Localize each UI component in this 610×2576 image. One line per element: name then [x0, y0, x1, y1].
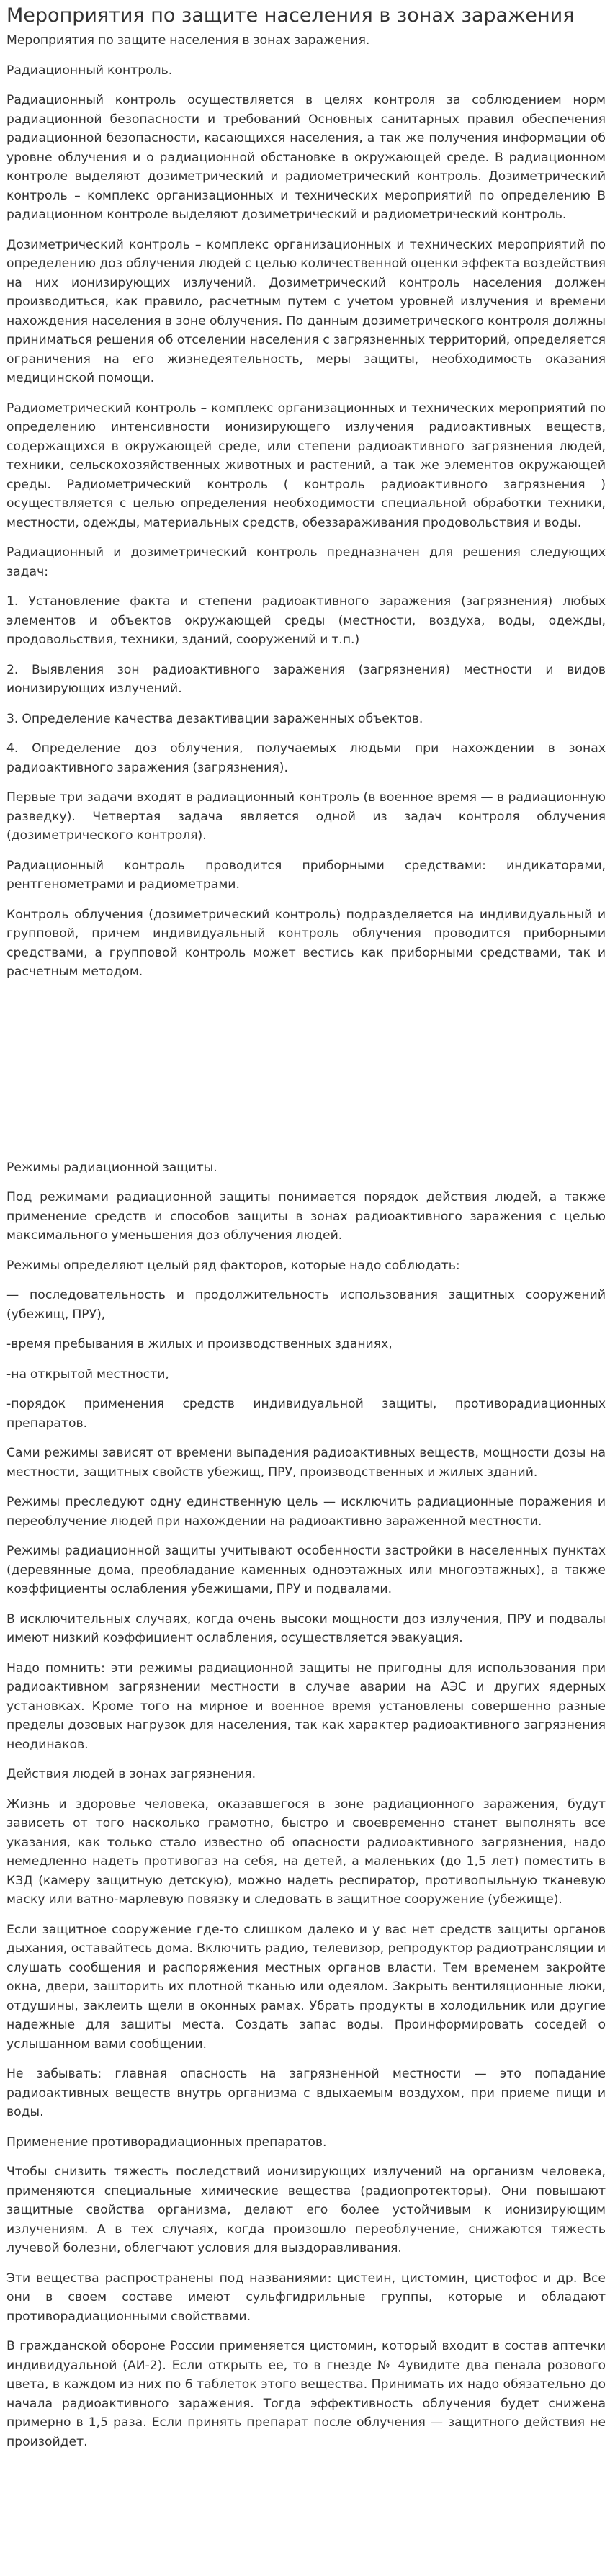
section-heading: Режимы радиационной защиты.	[6, 1160, 217, 1175]
paragraph: В исключительных случаях, когда очень высоки мощности доз излучения, ПРУ и подвалы имеют низкий коэффициент ослабления, осуществляется эвакуация.	[6, 1611, 606, 1645]
paragraph: Если защитное сооружение где-то слишком далеко и у вас нет средств защиты органов дыхания, оставайтесь дома. Включить радио, телевизор, репродуктор радиотрансляции и слушать сообщения и распоряжения местных органов власти. Тем временем закройте окна, двери, зашторить их плотной тканью или одеялом. Закрыть вентиляционные люки, отдушины, заклеить щели в оконных рамах. Убрать продукты в холодильник или другие надежные для защиты места. Создать запас воды. Проинформировать соседей о услышанном вами сообщении.	[6, 1922, 606, 2052]
list-item: 2. Выявления зон радиоактивного заражения (загрязнения) местности и видов ионизирующих излучений.	[6, 662, 606, 696]
section-heading: Действия людей в зонах загрязнения.	[6, 1767, 256, 1781]
paragraph: Радиационный контроль проводится приборными средствами: индикаторами, рентгенометрами и радиометрами.	[6, 858, 606, 892]
paragraph: Надо помнить: эти режимы радиационной защиты не пригодны для использования при радиоактивном загрязнении местности в случае аварии на АЭС и других ядерных установках. Кроме того на мирное и военное время установлены совершенно разные пределы дозовых нагрузок для населения, так как характер радиоактивного загрязнения неодинаков.	[6, 1660, 606, 1752]
paragraph: Режимы радиационной защиты учитывают особенности застройки в населенных пунктах (деревянные дома, преобладание каменных одноэтажных или многоэтажных), а также коэффициенты ослабления убежищами, ПРУ и подвалами.	[6, 1544, 606, 1596]
paragraph: Режимы определяют целый ряд факторов, которые надо соблюдать:	[6, 1258, 460, 1273]
list-item: 1. Установление факта и степени радиоактивного заражения (загрязнения) любых элементов и объектов окружающей среды (местности, воздуха, воды, одежды, продовольствия, техники, зданий, сооружений и т.п.)	[6, 594, 606, 647]
list-item: 3. Определение качества дезактивации зараженных объектов.	[6, 711, 423, 726]
list-item: — последовательность и продолжительность использования защитных сооружений (убежищ, ПРУ),	[6, 1288, 606, 1322]
paragraph: Первые три задачи входят в радиационный контроль (в военное время — в радиационную разведку). Четвертая задача является одной из задач контроля облучения (дозиметрического контроля).	[6, 790, 606, 843]
paragraph: Чтобы снизить тяжесть последствий ионизирующих излучений на организм человека, применяются специальные химические вещества (радиопротекторы). Они повышают защитные свойства организма, делают его более устойчивым к ионизирующим излучениям. А в тех случаях, когда произошло переоблучение, снижаются тяжесть лучевой болезни, облегчают условия для выздоравливания.	[6, 2165, 606, 2255]
paragraph: Дозиметрический контроль – комплекс организационных и технических мероприятий по определению доз облучения людей с целью количественной оценки эффекта воздействия на них ионизирующих излучений. Дозиметрический контроль населения должен производиться, как правило, расчетным путем с учетом уровней излучения и времени нахождения населения в зоне облучения. По данным дозиметрического контроля должны приниматься решения об отселении населения с загрязненных территорий, определяется ограничения на его жизнедеятельность, меры защиты, необходимость оказания медицинской помощи.	[6, 237, 606, 385]
paragraph: Контроль облучения (дозиметрический контроль) подразделяется на индивидуальный и групповой, причем индивидуальный контроль облучения проводится приборными средствами, а групповой контроль может вестись как приборными средствами, так и расчетным методом.	[6, 907, 606, 979]
paragraph: В гражданской обороне России применяется цистомин, который входит в состав аптечки индивидуальной (АИ-2). Если открыть ее, то в гнезде № 4увидите два пенала розового цвета, в каждом из них по 6 таблеток этого вещества. Принимать их надо обязательно до начала радиоактивного заражения. Тогда эффективность облучения будет снижена примерно в 1,5 раза. Если принять препарат после облучения — защитного действия не произойдет.	[6, 2339, 606, 2449]
paragraph: Под режимами радиационной защиты понимается порядок действия людей, а также применение средств и способов защиты в зонах радиоактивного заражения с целью максимального уменьшения доз облучения людей.	[6, 1190, 606, 1243]
page-title: Мероприятия по защите населения в зонах заражения	[6, 4, 575, 27]
section-heading: Применение противорадиационных препаратов.	[6, 2134, 327, 2150]
list-item: -порядок применения средств индивидуальной защиты, противорадиационных препаратов.	[6, 1397, 606, 1431]
list-item: 4. Определение доз облучения, получаемых людьми при нахождении в зонах радиоактивного заражения (загрязнения).	[6, 741, 606, 775]
paragraph: Сами режимы зависят от времени выпадения радиоактивных веществ, мощности дозы на местности, защитных свойств убежищ, ПРУ, производственных и жилых зданий.	[6, 1446, 606, 1480]
paragraph: Жизнь и здоровье человека, оказавшегося в зоне радиационного заражения, будут зависеть от того насколько грамотно, быстро и своевременно станет выполнять все указания, как только стало известно об опасности радиоактивного загрязнения, надо немедленно надеть противогаз на себя, на детей, а маленьких (до 1,5 лет) поместить в КЗД (камеру защитную детскую), можно надеть респиратор, противопыльную тканевую маску или ватно-марлевую повязку и следовать в защитное сооружение (убежище).	[6, 1797, 606, 1907]
paragraph: Радиометрический контроль – комплекс организационных и технических мероприятий по определению интенсивности ионизирующего излучения радиоактивных веществ, содержащихся в окружающей среде, или степени радиоактивного загрязнения людей, техники, сельскохозяйственных животных и растений, а так же элементов окружающей среды. Радиометрический контроль ( контроль радиоактивного загрязнения ) осуществляется с целью определения необходимости специальной обработки техники, местности, одежды, материальных средств, обеззараживания продовольствия и воды.	[6, 401, 606, 530]
paragraph: Радиационный контроль осуществляется в целях контроля за соблюдением норм радиационной безопасности и требований Основных санитарных правил обеспечения радиационной безопасности, касающихся населения, а так же получения информации об уровне облучения и о радиационной обстановке в окружающей среде. В радиационном контроле выделяют дозиметрический и радиометрический контроль. Дозиметрический контроль – комплекс организационных и технических мероприятий по определению В радиационном контроле выделяют дозиметрический и радиометрический контроль.	[6, 93, 606, 222]
paragraph: Мероприятия по защите населения в зонах заражения.	[6, 33, 370, 48]
list-item: -на открытой местности,	[6, 1367, 169, 1382]
paragraph: Эти вещества распространены под названиями: цистеин, цистомин, цистофос и др. Все они в своем составе имеют сульфгидрильные группы, которые и обладают противорадиационными свойствами.	[6, 2271, 606, 2324]
paragraph: Режимы преследуют одну единственную цель — исключить радиационные поражения и переоблучение людей при нахождении на радиоактивно зараженной местности.	[6, 1495, 606, 1529]
section-gap	[6, 993, 606, 1158]
paragraph: Не забывать: главная опасность на загрязненной местности — это попадание радиоактивных веществ внутрь организма с вдыхаемым воздухом, при приеме пищи и воды.	[6, 2067, 606, 2119]
section-protection-modes	[6, 1158, 606, 2452]
paragraph: Радиационный и дозиметрический контроль предназначен для решения следующих задач:	[6, 545, 606, 579]
paragraph: Радиационный контроль.	[6, 63, 173, 78]
section-radiation-control	[6, 31, 606, 982]
list-item: -время пребывания в жилых и производственных зданиях,	[6, 1337, 393, 1351]
